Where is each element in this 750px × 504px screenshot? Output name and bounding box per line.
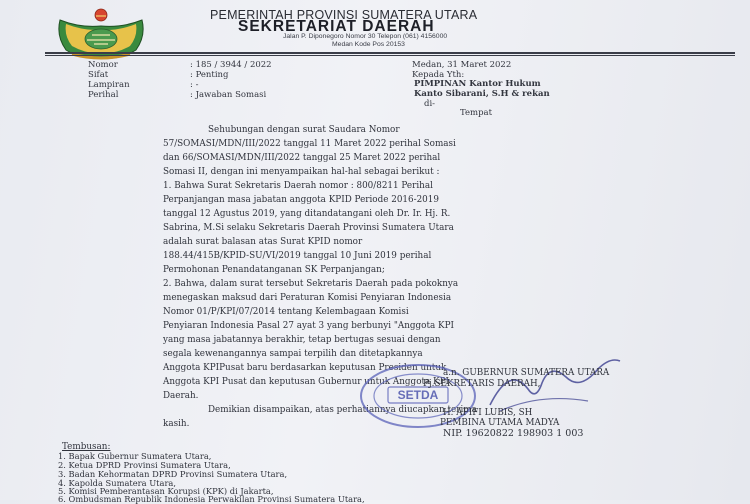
sifat-label: Sifat	[88, 70, 109, 80]
body-line: tanggal 12 Agustus 2019, yang ditandatangani oleh Dr. Ir. Hj. R.	[163, 209, 451, 219]
recipient-name-1: PIMPINAN Kantor Hukum	[414, 79, 541, 89]
signatory-rank: PEMBINA UTAMA MADYA	[440, 418, 560, 428]
signatory-name: H. AFIFI LUBIS, SH	[443, 408, 533, 418]
letterhead-address: Jalan P. Diponegoro Nomor 30 Telepon (061) 4156000	[283, 33, 448, 40]
body-line: 188.44/415B/KPID-SU/VI/2019 tanggal 10 Juni 2019 perihal	[163, 251, 432, 261]
sifat-value: : Penting	[190, 70, 229, 80]
body-line: Nomor 01/P/KPI/07/2014 tentang Kelembagaan Komisi	[163, 307, 409, 317]
body-line: Anggota KPI Pusat dan keputusan Gubernur untuk Anggota KPI	[163, 377, 450, 387]
recipient-name-2: Kanto Sibarani, S.H & rekan	[414, 89, 550, 99]
body-line: segala kewenangannya sampai terpilih dan ditetapkannya	[163, 349, 423, 359]
signatory-nip: NIP. 19620822 198903 1 003	[443, 428, 584, 439]
kepada-label: Kepada Yth:	[412, 70, 465, 80]
tembusan-title: Tembusan:	[62, 442, 111, 452]
letter-date: Medan, 31 Maret 2022	[412, 60, 512, 70]
perihal-value: : Jawaban Somasi	[190, 90, 267, 100]
body-line: Perpanjangan masa jabatan anggota KPID Periode 2016-2019	[163, 195, 439, 205]
signature-line-2: Pj.SEKRETARIS DAERAH,	[423, 379, 541, 389]
recipient-di: di-	[424, 99, 436, 109]
letterhead-government: PEMERINTAH PROVINSI SUMATERA UTARA	[210, 8, 478, 22]
stamp-text: SETDA	[397, 388, 439, 402]
letterhead-office: SEKRETARIAT DAERAH	[238, 18, 435, 35]
body-line: Penyiaran Indonesia Pasal 27 ayat 3 yang berbunyi "Anggota KPI	[163, 321, 455, 331]
body-line: Anggota KPIPusat baru berdasarkan keputusan Presiden untuk	[163, 363, 447, 373]
body-line: Sehubungan dengan surat Saudara Nomor	[208, 125, 400, 135]
body-line: 57/SOMASI/MDN/III/2022 tanggal 11 Maret 2022 perihal Somasi	[163, 139, 456, 149]
body-line: 1. Bahwa Surat Sekretaris Daerah nomor : 800/8211 Perihal	[163, 181, 433, 191]
tembusan-item: 3. Badan Kehormatan DPRD Provinsi Sumatera Utara,	[58, 469, 288, 479]
body-line: dan 66/SOMASI/MDN/III/2022 tanggal 25 Maret 2022 perihal	[163, 153, 441, 163]
body-line: 2. Bahwa, dalam surat tersebut Sekretaris Daerah pada pokoknya	[163, 279, 459, 289]
body-line: Somasi II, dengan ini menyampaikan hal-hal sebagai berikut :	[163, 167, 440, 177]
perihal-label: Perihal	[88, 90, 119, 100]
body-line: kasih.	[163, 419, 190, 429]
lampiran-label: Lampiran	[88, 80, 130, 90]
body-line: Demikian disampaikan, atas perhatiannya diucapkan terima	[208, 405, 477, 415]
header-rule-thick	[45, 52, 735, 54]
tembusan-item: 5. Komisi Pemberantasan Korupsi (KPK) di Jakarta,	[58, 486, 274, 496]
body-line: Permohonan Penandatanganan SK Perpanjangan;	[163, 265, 385, 275]
body-line: menegaskan maksud dari Peraturan Komisi Penyiaran Indonesia	[163, 293, 452, 303]
recipient-tempat: Tempat	[460, 108, 493, 118]
letterhead-postal: Medan Kode Pos 20153	[332, 41, 405, 48]
tembusan-item: 4. Kapolda Sumatera Utara,	[58, 478, 177, 488]
header-rule-thin	[45, 55, 735, 56]
nomor-label: Nomor	[88, 60, 118, 70]
body-line: adalah surat balasan atas Surat KPID nomor	[163, 237, 363, 247]
tembusan-item: 6. Ombudsman Republik Indonesia Perwakilan Provinsi Sumatera Utara,	[58, 494, 365, 504]
body-line: yang masa jabatannya berakhir, tetap bertugas sesuai dengan	[163, 335, 441, 345]
signature-line-1: a.n. GUBERNUR SUMATERA UTARA	[443, 368, 610, 378]
lampiran-value: : -	[190, 80, 199, 90]
tembusan-item: 1. Bapak Gubernur Sumatera Utara,	[58, 451, 212, 461]
tembusan-item: 2. Ketua DPRD Provinsi Sumatera Utara,	[58, 460, 231, 470]
body-line: Daerah.	[163, 391, 199, 401]
body-line: Sabrina, M.Si selaku Sekretaris Daerah Provinsi Sumatera Utara	[163, 223, 454, 233]
nomor-value: : 185 / 3944 / 2022	[190, 60, 272, 70]
